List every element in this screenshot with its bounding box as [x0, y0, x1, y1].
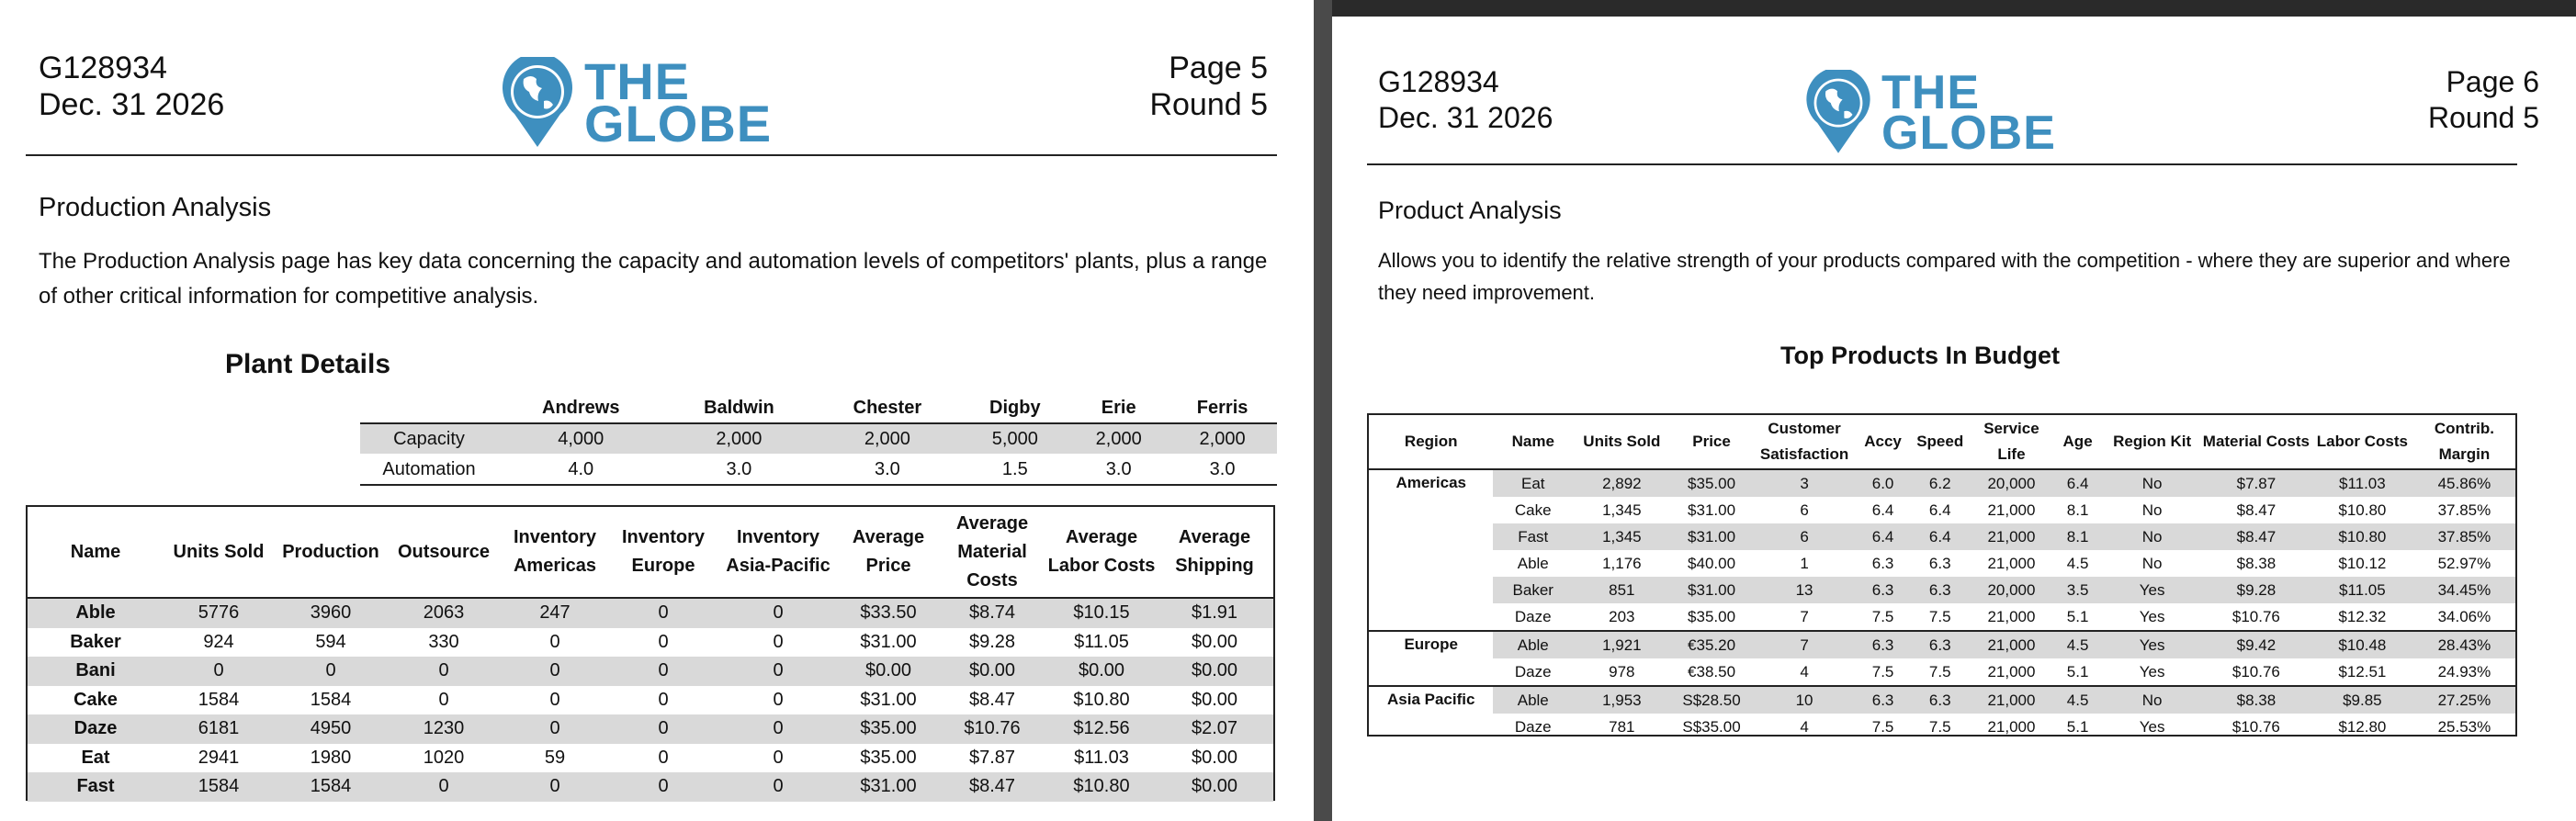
product-analysis-cell: Yes [2103, 631, 2201, 658]
production-cell: 1584 [274, 772, 388, 802]
production-cell: $0.00 [1191, 631, 1238, 652]
header-page-info [2428, 64, 2539, 136]
production-row [28, 714, 1273, 744]
col-name: Name [1493, 415, 1573, 469]
product-analysis-cell: 7.5 [1928, 717, 1951, 736]
col-customer-satisfaction: Customer Satisfaction [1752, 415, 1856, 469]
product-analysis-cell: 4.5 [2066, 554, 2089, 572]
product-analysis-cell: 7.5 [1909, 603, 1971, 631]
product-analysis-cell: 6.0 [1857, 469, 1910, 497]
product-analysis-cell: 21,000 [1971, 603, 2052, 631]
production-cell: 0 [610, 657, 717, 686]
product-analysis-cell: 20,000 [1971, 469, 2052, 497]
product-analysis-cell: 21,000 [1971, 686, 2052, 714]
product-analysis-cell: $11.05 [2311, 577, 2413, 603]
product-analysis-cell: No [2103, 686, 2201, 714]
top-products-title: Top Products In Budget [1780, 342, 2060, 369]
page-number: Page 6 [2446, 65, 2539, 98]
production-cell: $0.00 [1191, 747, 1238, 768]
product-analysis-row [1369, 497, 2515, 523]
production-cell: 0 [773, 631, 784, 652]
round-number: Round 5 [2428, 101, 2539, 134]
logo-line2: GLOBE [584, 95, 773, 152]
production-cell: $8.74 [937, 598, 1047, 628]
plant-details-title: Plant Details [224, 349, 391, 379]
product-analysis-cell: $8.38 [2236, 554, 2277, 572]
product-analysis-cell: €35.20 [1671, 631, 1753, 658]
product-analysis-cell: 7.5 [1871, 717, 1894, 736]
product-analysis-cell: $7.87 [2201, 469, 2311, 497]
production-cell: $11.05 [1074, 631, 1129, 652]
product-analysis-cell: $9.85 [2311, 686, 2413, 714]
product-analysis-row [1369, 523, 2515, 550]
production-table-body [28, 598, 1273, 802]
product-analysis-cell: 37.85% [2437, 500, 2491, 519]
production-cell: 6181 [164, 714, 274, 744]
product-analysis-cell: 6.3 [1909, 577, 1971, 603]
product-name-cell: Fast [28, 772, 164, 802]
production-cell: 0 [773, 747, 784, 768]
production-cell: 0 [500, 772, 610, 802]
section-title: Product Analysis [1378, 197, 1562, 224]
product-analysis-cell: 7 [1752, 603, 1856, 631]
product-analysis-cell: 4.5 [2052, 686, 2104, 714]
product-analysis-cell: 6.4 [1928, 500, 1951, 519]
product-analysis-cell: $12.80 [2338, 717, 2387, 736]
product-analysis-cell: 6.3 [1909, 686, 1971, 714]
production-row [28, 657, 1273, 686]
report-page-6 [1332, 0, 2576, 821]
production-cell: $8.47 [968, 689, 1016, 710]
product-analysis-cell: 203 [1573, 603, 1671, 631]
company-andrews: Andrews [542, 398, 620, 418]
col-average-shipping: Average Shipping [1156, 507, 1273, 598]
product-analysis-cell: 24.93% [2413, 658, 2515, 686]
production-cell: $0.00 [937, 657, 1047, 686]
region-cell: Americas [1369, 469, 1493, 631]
product-analysis-cell: 851 [1573, 577, 1671, 603]
product-analysis-cell: $10.76 [2201, 658, 2311, 686]
production-cell: 1980 [310, 747, 352, 768]
product-analysis-cell: 6.3 [1909, 631, 1971, 658]
production-cell: 0 [658, 747, 669, 768]
region-cell: Asia Pacific [1387, 691, 1475, 708]
product-name-cell: Cake [73, 689, 118, 710]
col-region-kit: Region Kit [2103, 415, 2201, 469]
product-analysis-cell: $9.42 [2201, 631, 2311, 658]
production-cell: $9.28 [968, 631, 1016, 652]
col-labor-costs: Labor Costs [2311, 415, 2413, 469]
product-analysis-cell: 6.3 [1871, 554, 1894, 572]
production-cell: 0 [388, 657, 500, 686]
production-cell: 330 [428, 631, 459, 652]
product-analysis-cell: 6.3 [1928, 554, 1951, 572]
production-cell: 0 [773, 689, 784, 710]
product-analysis-cell: Yes [2103, 658, 2201, 686]
product-name-cell: Able [28, 598, 164, 628]
product-analysis-cell: 10 [1752, 686, 1856, 714]
production-cell: $31.00 [860, 631, 917, 652]
product-analysis-cell: 13 [1752, 577, 1856, 603]
production-cell: 1584 [164, 772, 274, 802]
production-cell: 0 [388, 772, 500, 802]
production-cell: $35.00 [860, 747, 917, 768]
col-inventory-americas: Inventory Americas [500, 507, 610, 598]
col-accy: Accy [1857, 415, 1910, 469]
product-analysis-cell: 21,000 [1971, 658, 2052, 686]
product-analysis-cell: No [2141, 500, 2163, 519]
product-analysis-cell: S$35.00 [1682, 717, 1741, 736]
production-cell: 0 [549, 631, 560, 652]
header-divider [1367, 163, 2517, 165]
production-cell: 2063 [388, 598, 500, 628]
col-outsource: Outsource [388, 507, 500, 598]
product-analysis-cell: 6.3 [1857, 577, 1910, 603]
production-cell: 3960 [274, 598, 388, 628]
product-analysis-body [1369, 469, 2515, 740]
header-meta [39, 50, 224, 123]
globe-logo [496, 52, 773, 152]
product-analysis-cell: $31.00 [1688, 500, 1736, 519]
production-cell: $10.15 [1047, 598, 1156, 628]
product-analysis-cell: €38.50 [1671, 658, 1753, 686]
product-analysis-cell: Yes [2103, 603, 2201, 631]
col-price: Price [1671, 415, 1753, 469]
production-cell: $0.00 [1156, 657, 1273, 686]
header-divider [26, 154, 1277, 156]
plant-header-row [360, 386, 1277, 423]
globe-logo [1801, 66, 2056, 160]
product-analysis-cell: 7.5 [1909, 658, 1971, 686]
product-analysis-cell: 1,345 [1573, 523, 1671, 550]
production-cell: $8.47 [937, 772, 1047, 802]
product-analysis-cell: $10.76 [2201, 603, 2311, 631]
col-service-life: Service Life [1971, 415, 2052, 469]
product-analysis-cell: 21,000 [1987, 554, 2036, 572]
production-cell: 0 [658, 631, 669, 652]
logo-line1: THE [1881, 66, 1980, 119]
product-analysis-cell: 6.4 [1871, 500, 1894, 519]
product-analysis-cell: 1,345 [1602, 500, 1642, 519]
production-cell: 1584 [198, 689, 240, 710]
production-cell: 0 [438, 689, 449, 710]
production-row [28, 628, 1273, 658]
production-cell: 0 [610, 714, 717, 744]
page-number: Page 5 [1169, 51, 1268, 85]
production-cell: 0 [164, 657, 274, 686]
product-analysis-cell: Yes [2103, 577, 2201, 603]
production-cell: $0.00 [1047, 657, 1156, 686]
logo-line2: GLOBE [1881, 107, 2056, 160]
product-analysis-cell: $35.00 [1671, 469, 1753, 497]
production-cell: $7.87 [968, 747, 1016, 768]
product-analysis-cell: $8.38 [2201, 686, 2311, 714]
report-date: Dec. 31 2026 [39, 87, 225, 122]
doc-id: G128934 [39, 51, 167, 85]
product-analysis-cell: 45.86% [2413, 469, 2515, 497]
col-inventory-asia-pacific: Inventory Asia-Pacific [717, 507, 840, 598]
product-analysis-cell: $9.28 [2201, 577, 2311, 603]
production-cell: 0 [500, 657, 610, 686]
col-material-costs: Material Costs [2201, 415, 2311, 469]
product-analysis-cell: 5.1 [2066, 717, 2089, 736]
production-cell: 0 [717, 598, 840, 628]
product-analysis-cell: 3.5 [2052, 577, 2104, 603]
production-cell: 0 [717, 772, 840, 802]
logo-line1: THE [584, 52, 690, 110]
col-contrib-margin: Contrib. Margin [2413, 415, 2515, 469]
product-analysis-cell: $11.03 [2311, 469, 2413, 497]
production-table [28, 507, 1273, 802]
production-cell: $1.91 [1156, 598, 1273, 628]
product-analysis-cell: $10.76 [2231, 717, 2280, 736]
product-analysis-row [1369, 658, 2515, 686]
production-cell: 0 [610, 772, 717, 802]
product-analysis-cell: 21,000 [1971, 631, 2052, 658]
product-name-cell: Eat [81, 747, 110, 768]
product-name-cell: Daze [1514, 717, 1552, 736]
product-analysis-cell: 781 [1609, 717, 1635, 736]
product-analysis-cell: $10.48 [2311, 631, 2413, 658]
product-analysis-cell: S$28.50 [1671, 686, 1753, 714]
product-analysis-cell: Yes [2139, 717, 2165, 736]
production-row [28, 686, 1273, 715]
section-title: Production Analysis [39, 193, 272, 222]
production-cell: 0 [717, 657, 840, 686]
product-name-cell: Able [1493, 686, 1573, 714]
product-analysis-cell: 1,953 [1573, 686, 1671, 714]
product-analysis-cell: $31.00 [1671, 523, 1753, 550]
production-cell: $31.00 [840, 772, 937, 802]
production-cell: $0.00 [840, 657, 937, 686]
product-analysis-cell: $10.80 [2311, 523, 2413, 550]
product-analysis-cell: 978 [1573, 658, 1671, 686]
production-cell: $31.00 [860, 689, 917, 710]
production-cell: $0.00 [1156, 772, 1273, 802]
region-cell: Europe [1369, 631, 1493, 686]
product-analysis-cell: 27.25% [2413, 686, 2515, 714]
production-cell: $11.03 [1074, 747, 1129, 768]
product-analysis-cell: 5.1 [2052, 658, 2104, 686]
product-analysis-cell: 6.4 [1909, 523, 1971, 550]
product-analysis-cell: 2,892 [1573, 469, 1671, 497]
product-name-cell: Daze [28, 714, 164, 744]
product-analysis-row [1369, 686, 2515, 714]
automation-row: Automation 4.0 3.0 3.0 1.5 3.0 3.0 [360, 455, 1277, 486]
production-cell: 247 [500, 598, 610, 628]
product-name-cell: Baker [1493, 577, 1573, 603]
product-analysis-cell: 1,176 [1602, 554, 1642, 572]
product-analysis-row [1369, 714, 2515, 740]
report-date: Dec. 31 2026 [1378, 101, 1554, 134]
company-chester: Chester [853, 398, 922, 418]
globe-pin-icon [1801, 70, 1876, 156]
product-analysis-cell: 6.4 [1857, 523, 1910, 550]
header-meta [1378, 64, 1553, 136]
product-analysis-cell: $8.47 [2201, 523, 2311, 550]
product-analysis-cell: 8.1 [2066, 500, 2089, 519]
product-analysis-cell: $10.12 [2338, 554, 2387, 572]
production-cell: 59 [544, 747, 566, 768]
production-cell: 0 [549, 689, 560, 710]
production-row [28, 772, 1273, 802]
product-analysis-cell: 21,000 [1971, 523, 2052, 550]
product-analysis-cell: 7 [1752, 631, 1856, 658]
product-analysis-cell: $12.51 [2311, 658, 2413, 686]
product-analysis-row [1369, 469, 2515, 497]
col-speed: Speed [1909, 415, 1971, 469]
product-analysis-cell: 52.97% [2437, 554, 2491, 572]
product-analysis-cell: No [2103, 523, 2201, 550]
production-row [28, 744, 1273, 773]
product-analysis-cell: 1 [1800, 554, 1809, 572]
production-cell: 924 [203, 631, 234, 652]
col-average-labor-costs: Average Labor Costs [1047, 507, 1156, 598]
production-cell: $2.07 [1156, 714, 1273, 744]
production-cell: 0 [717, 714, 840, 744]
production-cell: $10.76 [937, 714, 1047, 744]
product-name-cell: Cake [1514, 500, 1552, 519]
col-units-sold: Units Sold [1573, 415, 1671, 469]
production-header-row [28, 507, 1273, 598]
product-analysis-row [1369, 603, 2515, 631]
product-analysis-cell: 20,000 [1971, 577, 2052, 603]
product-analysis-cell: 6.4 [2052, 469, 2104, 497]
product-analysis-row [1369, 577, 2515, 603]
product-analysis-cell: 37.85% [2413, 523, 2515, 550]
product-analysis-cell: 7.5 [1857, 603, 1910, 631]
production-cell: 594 [315, 631, 346, 652]
product-analysis-cell: $10.80 [2338, 500, 2387, 519]
product-analysis-cell: 6 [1800, 500, 1809, 519]
production-cell: 1584 [310, 689, 352, 710]
product-analysis-header-row [1369, 415, 2515, 469]
product-analysis-cell: $35.00 [1671, 603, 1753, 631]
col-name: Name [28, 507, 164, 598]
production-cell: 2941 [198, 747, 240, 768]
col-inventory-europe: Inventory Europe [610, 507, 717, 598]
section-description: The Production Analysis page has key data concerning the capacity and automation levels of competitors' plants, plus a range of other critical information for competitive analysis. [39, 249, 1268, 309]
product-analysis-row [1369, 550, 2515, 577]
company-erie: Erie [1101, 398, 1136, 418]
production-cell: 0 [274, 657, 388, 686]
product-analysis-cell: 4 [1800, 717, 1809, 736]
product-analysis-cell: 8.1 [2052, 523, 2104, 550]
page-gutter [1314, 0, 1332, 821]
product-analysis-cell: 6.3 [1857, 686, 1910, 714]
col-average-price: Average Price [840, 507, 937, 598]
product-name-cell: Daze [1493, 603, 1573, 631]
product-analysis-cell: 1,921 [1573, 631, 1671, 658]
product-analysis-cell: $31.00 [1671, 577, 1753, 603]
production-row [28, 598, 1273, 628]
product-analysis-cell: 3 [1752, 469, 1856, 497]
capacity-row: Capacity 4,000 2,000 2,000 5,000 2,000 2,000 [360, 423, 1277, 455]
product-name-cell: Baker [70, 631, 121, 652]
globe-pin-icon [496, 57, 579, 149]
header-page-info [1149, 50, 1268, 123]
production-cell: $12.56 [1047, 714, 1156, 744]
product-analysis-cell: 6.2 [1909, 469, 1971, 497]
doc-id: G128934 [1378, 65, 1499, 98]
product-analysis-cell: 34.06% [2413, 603, 2515, 631]
product-analysis-cell: 21,000 [1987, 500, 2036, 519]
production-cell: 1230 [388, 714, 500, 744]
production-cell: 4950 [274, 714, 388, 744]
production-cell: 0 [500, 714, 610, 744]
production-cell: $0.00 [1191, 689, 1238, 710]
product-analysis-cell: No [2141, 554, 2163, 572]
product-name-cell: Able [1493, 631, 1573, 658]
company-ferris: Ferris [1196, 398, 1248, 418]
product-name-cell: Eat [1493, 469, 1573, 497]
product-name-cell: Bani [28, 657, 164, 686]
col-age: Age [2052, 415, 2104, 469]
round-number: Round 5 [1149, 87, 1268, 122]
product-analysis-cell: 6.3 [1857, 631, 1910, 658]
production-cell: $33.50 [840, 598, 937, 628]
product-name-cell: Able [1517, 554, 1549, 572]
product-analysis-row [1369, 631, 2515, 658]
production-cell: 0 [610, 598, 717, 628]
plant-details-table [360, 386, 1277, 486]
product-analysis-cell: $12.32 [2311, 603, 2413, 631]
production-cell: $10.80 [1047, 772, 1156, 802]
product-name-cell: Daze [1493, 658, 1573, 686]
product-name-cell: Fast [1493, 523, 1573, 550]
product-analysis-cell: 25.53% [2437, 717, 2491, 736]
col-units-sold: Units Sold [164, 507, 274, 598]
product-analysis-cell: No [2103, 469, 2201, 497]
production-cell: 1020 [423, 747, 465, 768]
company-baldwin: Baldwin [704, 398, 774, 418]
col-average-material-costs: Average Material Costs [937, 507, 1047, 598]
product-analysis-cell: $40.00 [1688, 554, 1736, 572]
section-description: Allows you to identify the relative strength of your products compared with the competition - where they are superior and where they need improvement. [1378, 249, 2511, 304]
product-analysis-cell: 4.5 [2052, 631, 2104, 658]
production-cell: 0 [658, 689, 669, 710]
product-analysis-table [1369, 415, 2515, 740]
product-analysis-cell: 6 [1752, 523, 1856, 550]
col-region: Region [1369, 415, 1493, 469]
production-cell: $10.80 [1073, 689, 1130, 710]
product-analysis-cell: 4 [1752, 658, 1856, 686]
production-cell: 5776 [164, 598, 274, 628]
product-analysis-cell: 7.5 [1857, 658, 1910, 686]
company-digby: Digby [989, 398, 1041, 418]
production-cell: $35.00 [840, 714, 937, 744]
product-analysis-cell: 34.45% [2413, 577, 2515, 603]
product-analysis-cell: $8.47 [2236, 500, 2277, 519]
product-analysis-cell: 28.43% [2413, 631, 2515, 658]
product-analysis-cell: 5.1 [2052, 603, 2104, 631]
col-production: Production [274, 507, 388, 598]
product-analysis-cell: 21,000 [1987, 717, 2036, 736]
